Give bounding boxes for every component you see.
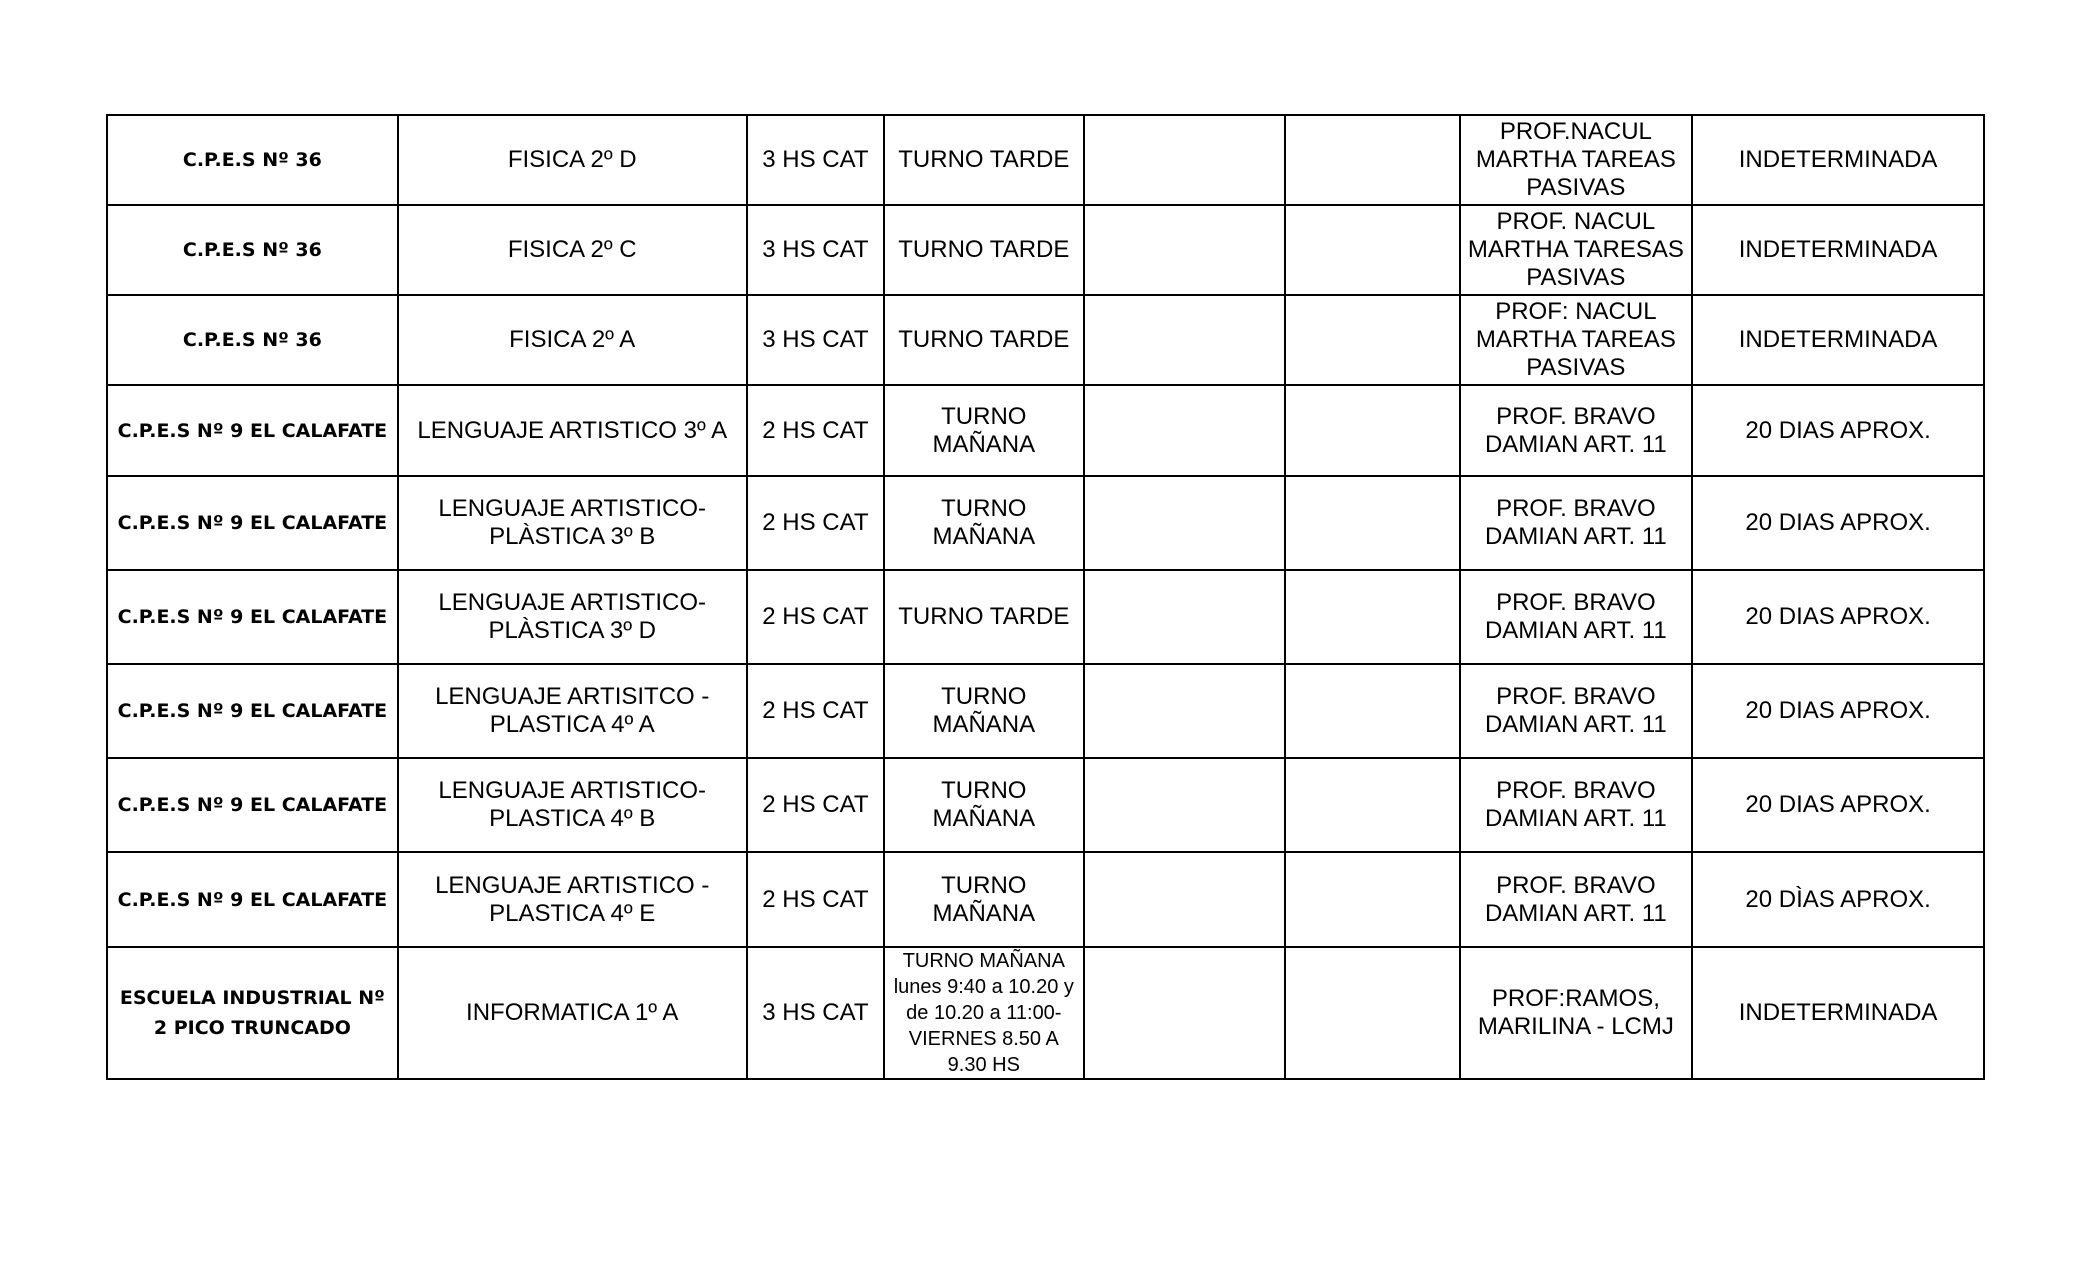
teacher-cell: PROF. BRAVO DAMIAN ART. 11 (1460, 758, 1693, 852)
table-row (107, 476, 1984, 570)
duration-cell: INDETERMINADA (1692, 947, 1984, 1079)
empty-cell (1084, 947, 1286, 1079)
subject-cell: LENGUAJE ARTISTICO-PLÀSTICA 3º D (398, 570, 747, 664)
subject-cell: FISICA 2º A (398, 295, 747, 385)
subject-cell: LENGUAJE ARTISITCO - PLASTICA 4º A (398, 664, 747, 758)
teacher-cell: PROF: NACUL MARTHA TAREAS PASIVAS (1460, 295, 1693, 385)
duration-cell: INDETERMINADA (1692, 295, 1984, 385)
subject-cell: LENGUAJE ARTISTICO-PLÀSTICA 3º B (398, 476, 747, 570)
shift-cell: TURNO MAÑANA (884, 664, 1084, 758)
shift-cell: TURNO TARDE (884, 570, 1084, 664)
subject-cell: FISICA 2º C (398, 205, 747, 295)
duration-cell: 20 DIAS APROX. (1692, 758, 1984, 852)
hours-cell: 3 HS CAT (747, 295, 884, 385)
teacher-cell: PROF. BRAVO DAMIAN ART. 11 (1460, 852, 1693, 947)
shift-cell: TURNO MAÑANA (884, 758, 1084, 852)
hours-cell: 2 HS CAT (747, 385, 884, 476)
teacher-cell: PROF.NACUL MARTHA TAREAS PASIVAS (1460, 115, 1693, 205)
assignments-table (106, 114, 1985, 1080)
table-row (107, 852, 1984, 947)
school-cell: C.P.E.S Nº 9 EL CALAFATE (107, 758, 398, 852)
empty-cell (1285, 295, 1459, 385)
hours-cell: 3 HS CAT (747, 947, 884, 1079)
empty-cell (1285, 385, 1459, 476)
subject-cell: LENGUAJE ARTISTICO 3º A (398, 385, 747, 476)
empty-cell (1285, 664, 1459, 758)
empty-cell (1285, 852, 1459, 947)
school-cell: C.P.E.S Nº 9 EL CALAFATE (107, 476, 398, 570)
table-row (107, 295, 1984, 385)
school-cell: C.P.E.S Nº 36 (107, 205, 398, 295)
empty-cell (1084, 385, 1286, 476)
hours-cell: 2 HS CAT (747, 852, 884, 947)
shift-cell: TURNO MAÑANA (884, 476, 1084, 570)
empty-cell (1084, 570, 1286, 664)
duration-cell: INDETERMINADA (1692, 205, 1984, 295)
duration-cell: 20 DIAS APROX. (1692, 476, 1984, 570)
empty-cell (1084, 758, 1286, 852)
empty-cell (1084, 476, 1286, 570)
duration-cell: 20 DIAS APROX. (1692, 664, 1984, 758)
school-cell: C.P.E.S Nº 36 (107, 115, 398, 205)
teacher-cell: PROF. BRAVO DAMIAN ART. 11 (1460, 664, 1693, 758)
school-cell: C.P.E.S Nº 9 EL CALAFATE (107, 852, 398, 947)
teacher-cell: PROF. NACUL MARTHA TARESAS PASIVAS (1460, 205, 1693, 295)
empty-cell (1285, 758, 1459, 852)
table-row (107, 758, 1984, 852)
table-row (107, 205, 1984, 295)
table-row (107, 947, 1984, 1079)
table-row (107, 115, 1984, 205)
teacher-cell: PROF. BRAVO DAMIAN ART. 11 (1460, 476, 1693, 570)
empty-cell (1084, 295, 1286, 385)
empty-cell (1084, 852, 1286, 947)
teacher-cell: PROF. BRAVO DAMIAN ART. 11 (1460, 570, 1693, 664)
school-cell: C.P.E.S Nº 36 (107, 295, 398, 385)
shift-cell: TURNO TARDE (884, 295, 1084, 385)
empty-cell (1285, 115, 1459, 205)
table-row (107, 664, 1984, 758)
hours-cell: 2 HS CAT (747, 758, 884, 852)
empty-cell (1084, 205, 1286, 295)
subject-cell: INFORMATICA 1º A (398, 947, 747, 1079)
shift-cell: TURNO MAÑANA (884, 385, 1084, 476)
school-cell: C.P.E.S Nº 9 EL CALAFATE (107, 570, 398, 664)
duration-cell: 20 DIAS APROX. (1692, 570, 1984, 664)
empty-cell (1285, 570, 1459, 664)
empty-cell (1084, 115, 1286, 205)
hours-cell: 3 HS CAT (747, 115, 884, 205)
school-cell: C.P.E.S Nº 9 EL CALAFATE (107, 664, 398, 758)
duration-cell: 20 DIAS APROX. (1692, 385, 1984, 476)
hours-cell: 2 HS CAT (747, 570, 884, 664)
hours-cell: 2 HS CAT (747, 664, 884, 758)
subject-cell: LENGUAJE ARTISTICO - PLASTICA 4º E (398, 852, 747, 947)
empty-cell (1285, 205, 1459, 295)
shift-cell: TURNO MAÑANA (884, 852, 1084, 947)
school-cell: C.P.E.S Nº 9 EL CALAFATE (107, 385, 398, 476)
subject-cell: LENGUAJE ARTISTICO-PLASTICA 4º B (398, 758, 747, 852)
empty-cell (1285, 947, 1459, 1079)
hours-cell: 2 HS CAT (747, 476, 884, 570)
shift-cell: TURNO MAÑANA lunes 9:40 a 10.20 y de 10.20 a 11:00- VIERNES 8.50 A 9.30 HS (884, 947, 1084, 1079)
shift-cell: TURNO TARDE (884, 115, 1084, 205)
empty-cell (1285, 476, 1459, 570)
table-row (107, 570, 1984, 664)
duration-cell: INDETERMINADA (1692, 115, 1984, 205)
teacher-cell: PROF. BRAVO DAMIAN ART. 11 (1460, 385, 1693, 476)
table-row (107, 385, 1984, 476)
school-cell: ESCUELA INDUSTRIAL Nº 2 PICO TRUNCADO (107, 947, 398, 1079)
teacher-cell: PROF:RAMOS, MARILINA - LCMJ (1460, 947, 1693, 1079)
duration-cell: 20 DÌAS APROX. (1692, 852, 1984, 947)
empty-cell (1084, 664, 1286, 758)
shift-cell: TURNO TARDE (884, 205, 1084, 295)
subject-cell: FISICA 2º D (398, 115, 747, 205)
hours-cell: 3 HS CAT (747, 205, 884, 295)
